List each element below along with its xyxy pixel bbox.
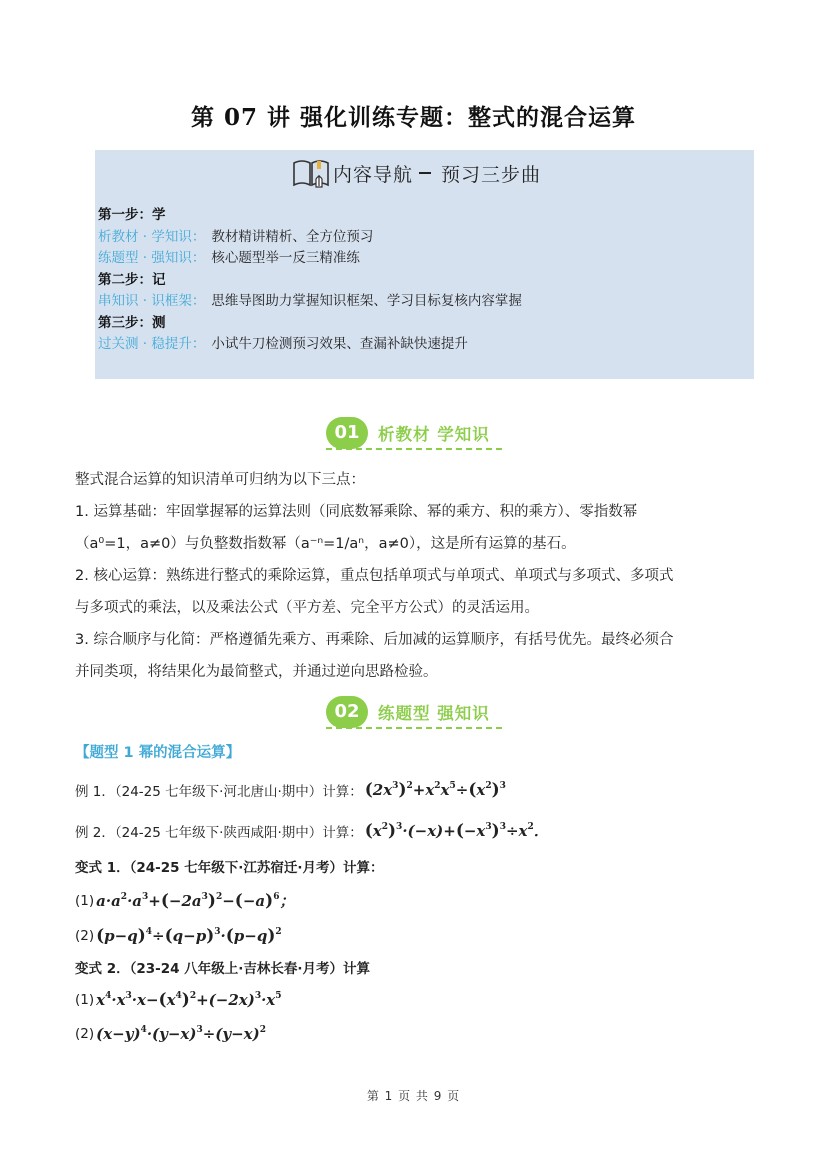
nav-item: 过关测 · 稳提升： 小试牛刀检测预习效果、查漏补缺快速提升 [98, 336, 468, 352]
nav-item: 练题型 · 强知识： 核心题型举一反三精准练 [98, 250, 360, 266]
nav-step-1: 第一步：学 [98, 207, 166, 223]
nav-heading [291, 158, 541, 188]
example-1: 例 1．（24-25 七年级下·河北唐山·期中）计算： $(2x^3)^2+x^2x^5\div(x^2)^3$ [75, 780, 506, 800]
nav-step-3: 第三步：测 [98, 314, 166, 331]
nav-steps [98, 205, 522, 356]
variant-2-part-2: (2) $(x-y)^4\cdot(y-x)^3\div(y-x)^2$ [75, 1025, 266, 1043]
section-01-badge [326, 416, 490, 450]
formula: $(x^2)^3\cdot(-x)+(-x^3)^3\div x^2$． [364, 821, 549, 841]
variant-1-part-2: (2) $(p-q)^4\div(q-p)^3\cdot(p-q)^2$ [75, 926, 282, 946]
content-navigation-box [95, 150, 754, 379]
nav-step-2: 第二步：记 [98, 271, 166, 288]
section-label: 析教材 学知识 [378, 425, 490, 444]
nav-item: 析教材 · 学知识： 教材精讲精析、全方位预习 [98, 228, 374, 245]
intro-point-1-cont: （a⁰=1，a≠0）与负整数指数幂（a⁻ⁿ=1/aⁿ，a≠0），这是所有运算的基石。 [75, 536, 576, 552]
example-2: 例 2．（24-25 七年级下·陕西咸阳·期中）计算： $(x^2)^3\cdot(-x)+(-x^3)^3\div x^2$． [75, 821, 549, 841]
section-label: 练题型 强知识 [378, 704, 490, 723]
book-icon [291, 157, 331, 189]
intro-line: 整式混合运算的知识清单可归纳为以下三点： [75, 472, 365, 488]
section-02-badge [326, 695, 490, 729]
variant-1: 变式 1．（24-25 七年级下·江苏宿迁·月考）计算： [75, 860, 384, 876]
nav-heading-dash [419, 172, 431, 174]
intro-point-1: 1. 运算基础：牢固掌握幂的运算法则（同底数幂乘除、幂的乘方、积的乘方）、零指数幂 [75, 504, 638, 520]
intro-text [75, 464, 755, 688]
topic-heading: 【题型 1 幂的混合运算】 [75, 745, 241, 761]
variant-2-part-1: (1) $x^4\cdot x^3\cdot x-(x^4)^2+(-2x)^3\cdot x^5$ [75, 990, 282, 1010]
page-footer: 第 1 页 共 9 页 [366, 1089, 461, 1103]
section-01-divider [326, 448, 502, 450]
variant-1-part-1: (1) $a\cdot a^2\cdot a^3+(-2a^3)^2-(-a)^6$； [75, 891, 295, 911]
variant-2: 变式 2．（23-24 八年级上·吉林长春·月考）计算 [75, 961, 370, 977]
nav-heading-subtitle: 预习三步曲 [441, 163, 542, 186]
intro-point-2-cont: 与多项式的乘法，以及乘法公式（平方差、完全平方公式）的灵活运用。 [75, 600, 539, 616]
nav-item: 串知识 · 识框架： 思维导图助力掌握知识框架、学习目标复核内容掌握 [98, 293, 522, 309]
intro-point-3: 3. 综合顺序与化简：严格遵循先乘方、再乘除、后加减的运算顺序，有括号优先。最终必须合 [75, 632, 674, 648]
intro-point-2: 2. 核心运算：熟练进行整式的乘除运算，重点包括单项式与单项式、单项式与多项式、多项式 [75, 568, 674, 584]
page-title: 第 07 讲 强化训练专题：整式的混合运算 [190, 104, 637, 131]
formula: $x^4\cdot x^3\cdot x-(x^4)^2+(-2x)^3\cdot x^5$ [96, 990, 282, 1010]
intro-point-3-cont: 并同类项，将结果化为最简整式，并通过逆向思路检验。 [75, 664, 438, 680]
section-02-divider [326, 727, 502, 729]
nav-heading-text: 内容导航 [333, 163, 414, 186]
formula: $(2x^3)^2+x^2x^5\div(x^2)^3$ [364, 780, 506, 800]
section-number: 01 [326, 417, 368, 449]
formula: $a\cdot a^2\cdot a^3+(-2a^3)^2-(-a)^6$； [96, 891, 295, 911]
formula: $(x-y)^4\cdot(y-x)^3\div(y-x)^2$ [96, 1025, 266, 1043]
formula: $(p-q)^4\div(q-p)^3\cdot(p-q)^2$ [96, 926, 282, 946]
section-number: 02 [326, 696, 368, 728]
